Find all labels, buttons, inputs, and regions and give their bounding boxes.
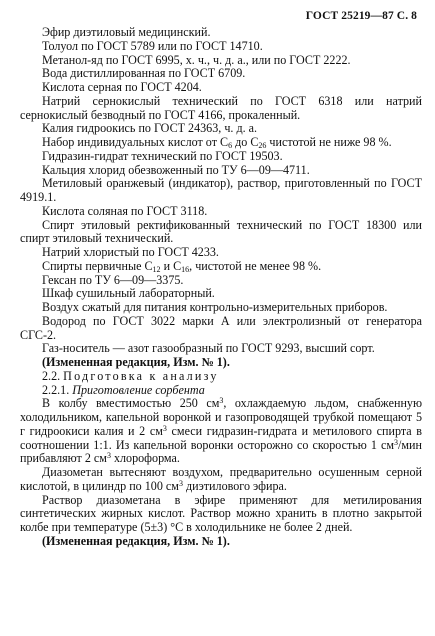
- reagent-line: Натрий сернокислый технический по ГОСТ 6318 или натрий сернокислый безводный по ГОСТ 4166, прокаленный.: [20, 93, 422, 122]
- reagent-line: Эфир диэтиловый медицинский.: [42, 25, 211, 39]
- reagent-line: Газ-носитель — азот газообразный по ГОСТ 9293, высший сорт.: [42, 341, 375, 356]
- amendment-note: (Измененная редакция, Изм. № 1).: [42, 355, 230, 369]
- reagent-line: Вода дистиллированная по ГОСТ 6709.: [42, 66, 246, 81]
- reagent-line: Гидразин-гидрат технический по ГОСТ 19503.: [42, 148, 283, 163]
- reagent-line: Воздух сжатый для питания контрольно-измерительных приборов.: [42, 300, 388, 314]
- reagent-line: Спирт этиловый ректификованный технический по ГОСТ 18300 или спирт этиловый технический.: [20, 217, 422, 246]
- paragraph-3: Раствор диазометана в эфире применяют для метилирования синтетических жирных кислот. Раствор можно хранить в плотно закрытой колбе при температуре (5±3) °С в холодильнике не более 2 дней.: [20, 492, 422, 534]
- subsection-number: 2.2.1.: [42, 382, 70, 397]
- reagent-line: Толуол по ГОСТ 5789 или по ГОСТ 14710.: [42, 38, 263, 53]
- reagent-line: Спирты первичные $С_{12}$ и $С_{16}$, чистотой не менее 98 %.: [42, 258, 322, 274]
- page-header: ГОСТ 25219—87 С. 8: [305, 10, 417, 22]
- document-body: [20, 26, 422, 549]
- reagent-line: Водород по ГОСТ 3022 марки А или электролизный от генератора СГС-2.: [20, 313, 422, 342]
- reagent-line: Шкаф сушильный лабораторный.: [42, 286, 215, 301]
- reagent-line: Натрий хлористый по ГОСТ 4233.: [42, 245, 219, 259]
- subsection-heading: [20, 384, 422, 398]
- reagent-line: Гексан по ТУ 6—09—3375.: [42, 272, 184, 287]
- reagent-line: Метанол-яд по ГОСТ 6995, х. ч., ч. д. а., или по ГОСТ 2222.: [42, 52, 351, 67]
- section-heading: [20, 370, 422, 384]
- section-title: Подготовка к анализу: [63, 368, 219, 383]
- paragraph-2: Диазометан вытесняют воздухом, предварительно осушенным серной кислотой, в цилиндр по 100 $см^3$ диэтилового эфира.: [20, 465, 422, 493]
- amendment-note: (Измененная редакция, Изм. № 1).: [42, 533, 230, 548]
- reagent-line: Кислота серная по ГОСТ 4204.: [42, 80, 202, 94]
- reagent-line: Метиловый оранжевый (индикатор), раствор, приготовленный по ГОСТ 4919.1.: [20, 176, 422, 204]
- reagent-line: Кислота соляная по ГОСТ 3118.: [42, 203, 208, 218]
- reagent-line: Калия гидроокись по ГОСТ 24363, ч. д. а.: [42, 121, 258, 136]
- reagent-line: Кальция хлорид обезвоженный по ТУ 6—09—4711.: [42, 162, 310, 177]
- paragraph-1: В колбу вместимостью 250 $см^3$, охлаждаемую льдом, снабженную холодильником, капельной воронкой и газопроводящей трубкой помещают 5 г гидроокиси калия и 2 $см^3$ смеси гидразин-гидрата и метилового спирта в соотношении 1:1. Из капельной воронки осторожно со скоростью 1 $см^3$/мин прибавляют 2 $см^3$ хлороформа.: [20, 396, 422, 466]
- section-number: 2.2.: [42, 368, 61, 383]
- reagent-line: Набор индивидуальных кислот от $С_6$ до $С_{26}$ чистотой не ниже 98 %.: [42, 135, 392, 150]
- subsection-title: Приготовление сорбента: [72, 382, 205, 397]
